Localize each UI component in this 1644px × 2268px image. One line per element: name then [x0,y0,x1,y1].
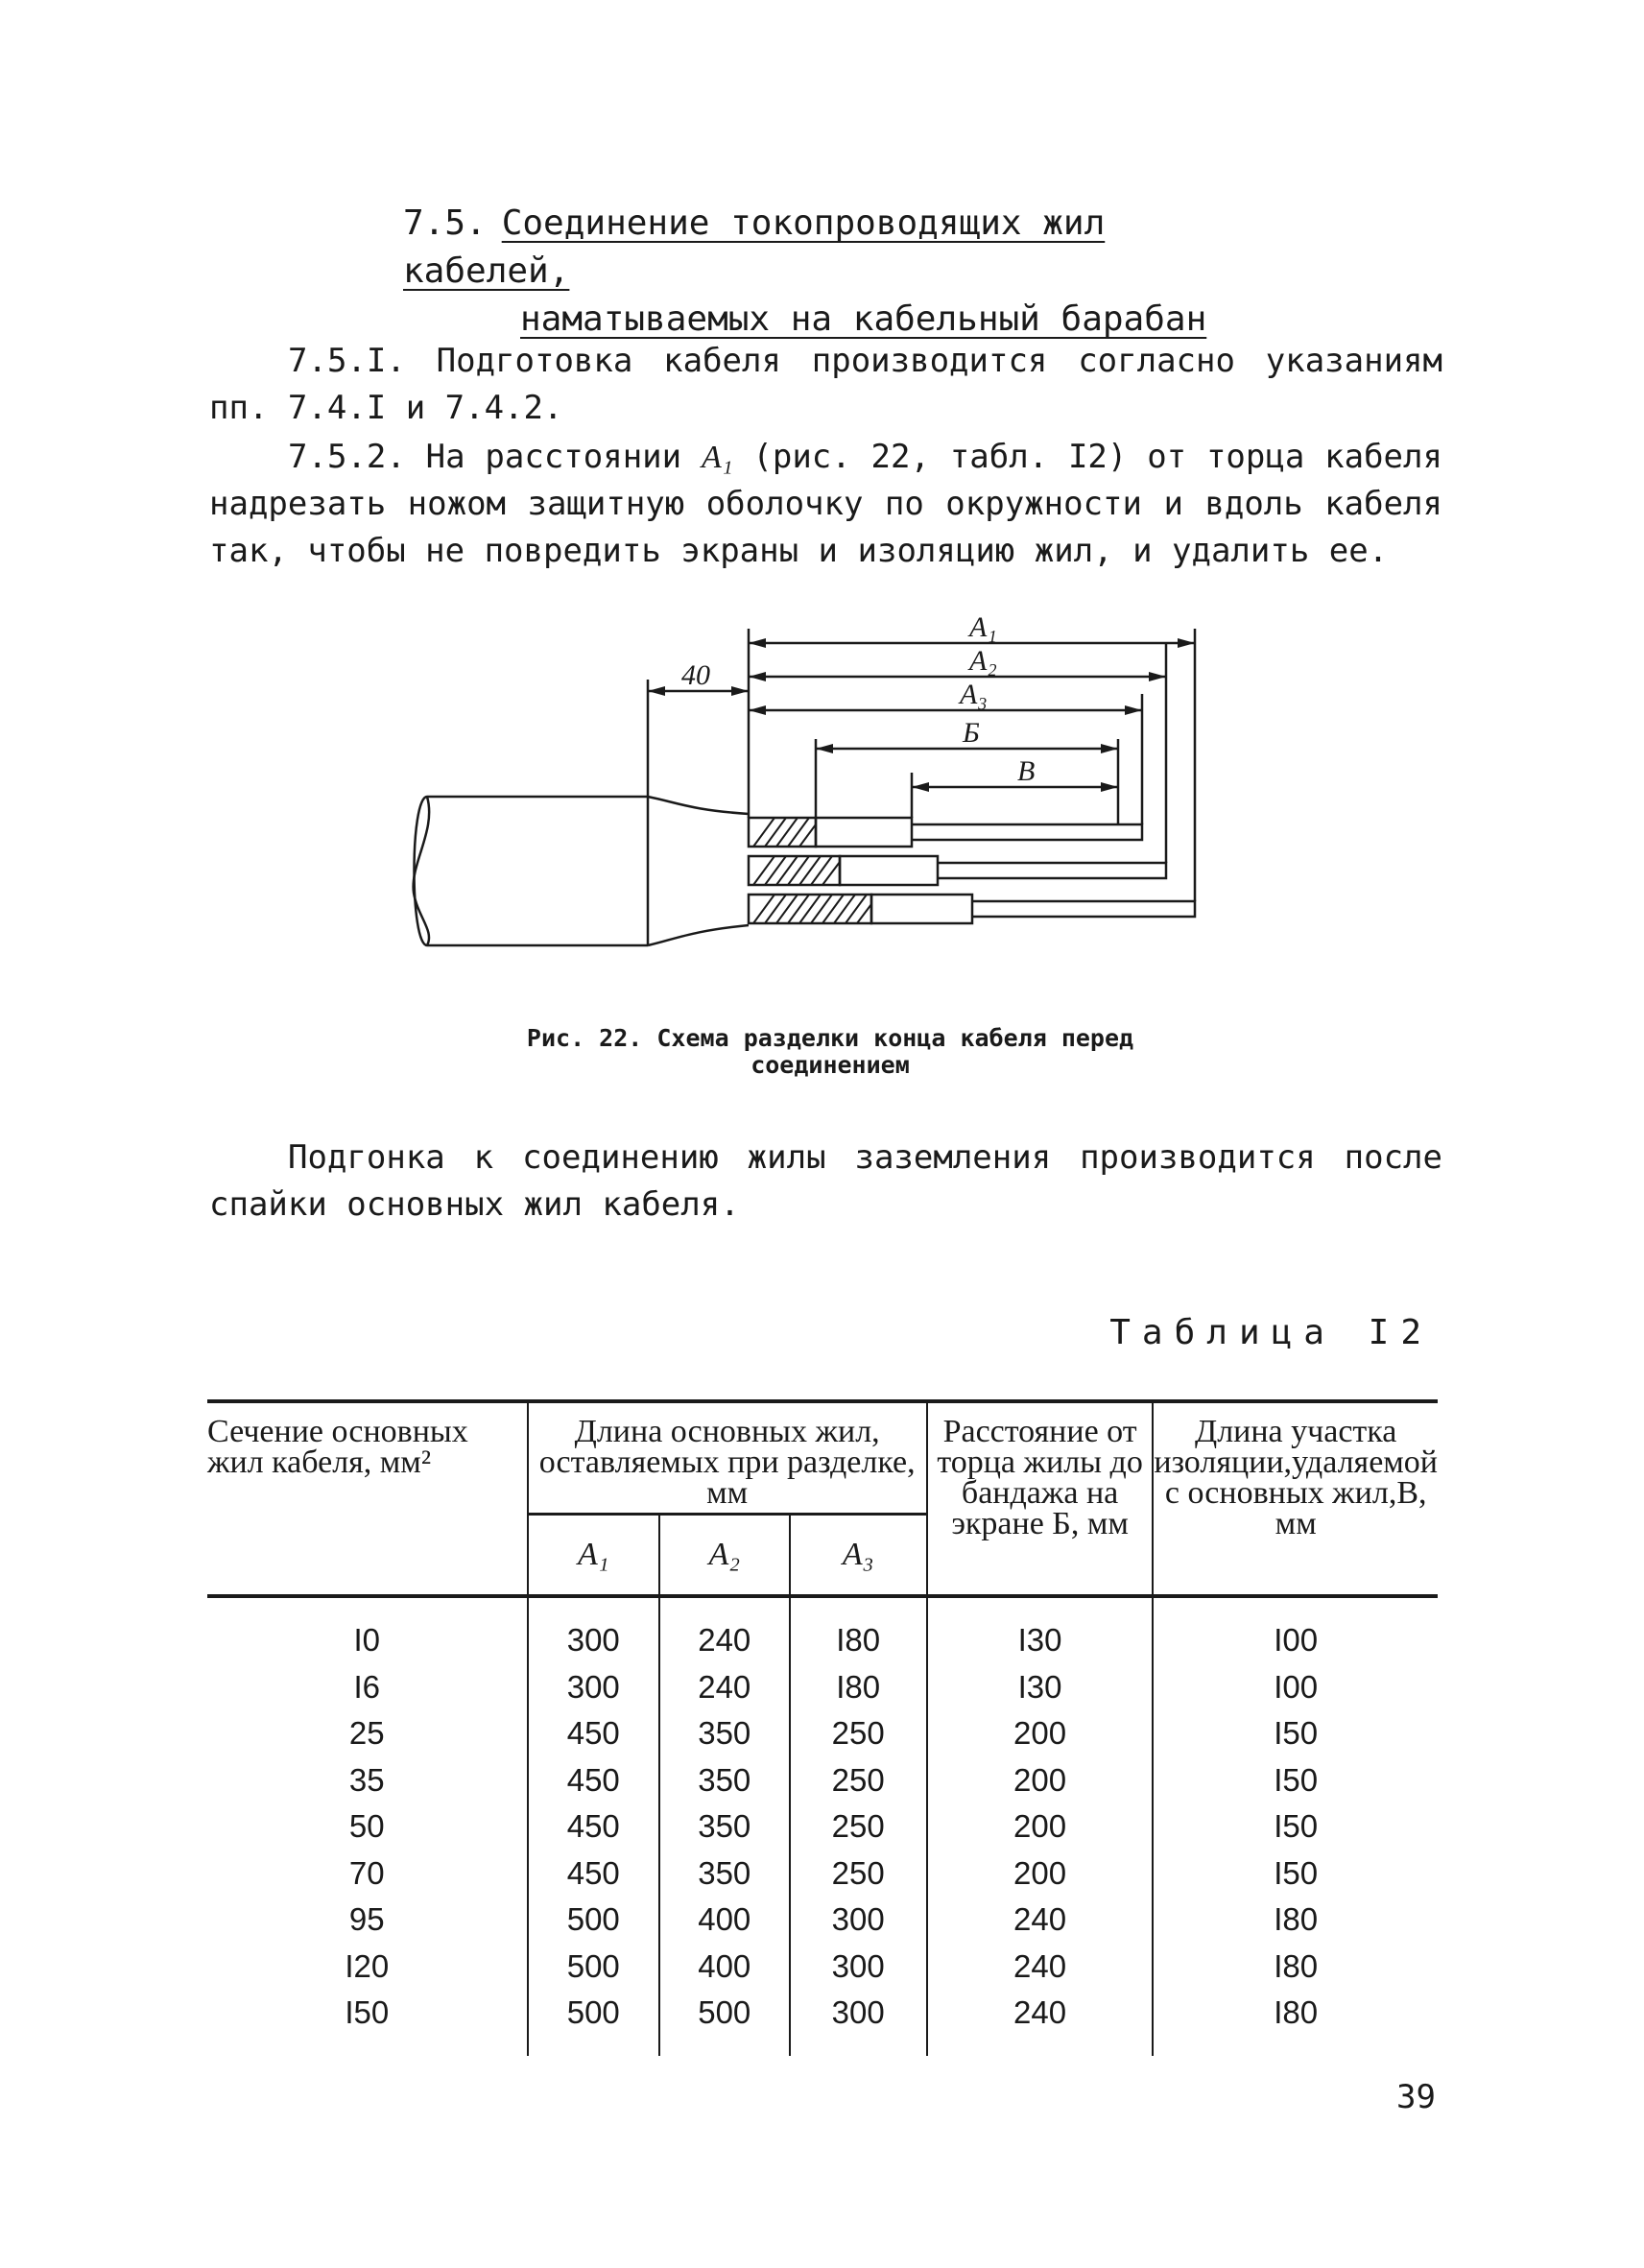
table-row [207,1944,1438,1991]
table-cell: 200 [927,1850,1154,1898]
header-insulation: Длина участка изоляции,удаляемой с основных жил,В, мм [1153,1401,1438,1596]
table-cell: I50 [1274,1761,1319,1798]
table-cell: 300 [528,1664,659,1711]
cable-cutting-diagram [389,605,1233,992]
table-cell: 400 [659,1897,790,1944]
paragraph-7-5-2-rest: (рис. 22, табл. I2) от торца кабеля надрезать ножом защитную оболочку по окружности и вдоль кабеля так, чтобы не повредить экраны и изоляцию жил, и удалить ее. [209,438,1442,570]
table-cell: 200 [927,1803,1154,1850]
table-row [207,1990,1438,2056]
paragraph-7-5-1 [209,338,1442,432]
paragraph-7-5-1-text: 7.5.I. Подготовка кабеля производится согласно указаниям пп. 7.4.I и 7.4.2. [209,342,1442,427]
table-cell: I6 [207,1664,528,1711]
table-cell: 450 [528,1710,659,1757]
section-number: 7.5. [403,203,487,243]
section-heading [403,200,1267,344]
paragraph-grounding [209,1134,1442,1229]
table-cell: I80 [790,1664,927,1711]
table-cell: 450 [528,1850,659,1898]
table-cell: 200 [927,1710,1154,1757]
table-cell: 300 [790,1990,927,2056]
table-title: Таблица I2 [1109,1313,1433,1352]
table-cell: 300 [790,1897,927,1944]
table-cell: 240 [927,1944,1154,1991]
table-cell: I50 [207,1990,528,2056]
table-cell: 95 [207,1897,528,1944]
table-cell: 400 [659,1944,790,1991]
table-row [207,1596,1438,1664]
table-cell: 350 [659,1850,790,1898]
header-a2: A₂ [659,1515,790,1597]
table-cell: I80 [1274,1901,1319,1937]
table-cell: 250 [790,1757,927,1804]
header-a1: A₁ [528,1515,659,1597]
section-title-line1: Соединение токопроводящих жил кабелей, [403,203,1106,291]
table-cell: 500 [528,1944,659,1991]
table-cell: I20 [207,1944,528,1991]
table-cell: 250 [790,1850,927,1898]
table-cell: I50 [1274,1715,1319,1751]
table-cell: I00 [1274,1668,1319,1705]
table-cell: 35 [207,1757,528,1804]
table-cell: 240 [927,1897,1154,1944]
table-cell: I00 [1274,1622,1319,1658]
table-cell: 450 [528,1757,659,1804]
symbol-a1: A₁ [701,440,733,475]
table-cell: 500 [659,1990,790,2056]
table-cell: I80 [1274,1947,1319,1984]
paragraph-7-5-2-lead: 7.5.2. На расстоянии [288,438,682,476]
table-cell: 350 [659,1757,790,1804]
header-distance: Расстояние от торца жилы до бандажа на экране Б, мм [927,1401,1154,1596]
table-cell: 300 [528,1596,659,1664]
table-row [207,1850,1438,1898]
section-title-line2: наматываемых на кабельный барабан [520,299,1207,339]
table-cell: 240 [927,1990,1154,2056]
table-row [207,1664,1438,1711]
table-cell: 240 [659,1664,790,1711]
table-cell: I30 [927,1664,1154,1711]
label-dim-40: 40 [681,659,710,691]
table-12 [207,1399,1438,2056]
table-cell: 350 [659,1803,790,1850]
table-row [207,1803,1438,1850]
table-cell: 300 [790,1944,927,1991]
figure-caption-line1: Рис. 22. Схема разделки конца кабеля перед [526,1024,1134,1052]
table-cell: I80 [790,1596,927,1664]
header-section: Сечение основных жил кабеля, мм² [207,1401,528,1596]
table-row [207,1710,1438,1757]
header-length-group: Длина основных жил, оставляемых при разделке, мм [528,1401,927,1515]
label-a2: A₂ [969,645,997,677]
table-cell: 200 [927,1757,1154,1804]
table-cell: 500 [528,1990,659,2056]
paragraph-grounding-text: Подгонка к соединению жилы заземления производится после спайки основных жил кабеля. [209,1138,1442,1224]
table-cell: 240 [659,1596,790,1664]
table-row [207,1897,1438,1944]
table-cell: I80 [1274,1994,1319,2030]
diagram-svg [389,605,1233,989]
figure-caption [427,1025,1233,1079]
table-cell: 25 [207,1710,528,1757]
table-cell: I50 [1274,1808,1319,1844]
table-cell: 500 [528,1897,659,1944]
table-cell: I0 [207,1596,528,1664]
label-v: В [1017,755,1036,787]
table-cell: 50 [207,1803,528,1850]
table-cell: I30 [927,1596,1154,1664]
table-cell: 250 [790,1803,927,1850]
table-cell: 70 [207,1850,528,1898]
table-cell: 250 [790,1710,927,1757]
header-a3: A₃ [790,1515,927,1597]
label-a1: A₁ [969,611,997,643]
label-b: Б [963,717,980,749]
table-row [207,1757,1438,1804]
label-a3: A₃ [960,679,988,710]
table-cell: 450 [528,1803,659,1850]
table-cell: 350 [659,1710,790,1757]
paragraph-7-5-2 [209,434,1442,575]
page-number: 39 [1396,2078,1436,2116]
figure-caption-line2: соединением [751,1051,910,1079]
table-cell: I50 [1274,1854,1319,1891]
